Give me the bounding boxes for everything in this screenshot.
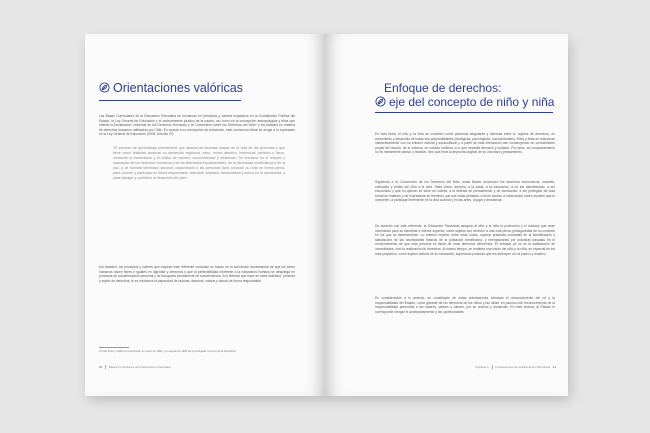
right-paragraph-4: En consideración a lo anterior, se constituyen de estas orientaciones valóricas el reconocimiento del rol y la responsabilidad del Estado, como garante de los derechos de los niños y las niñas, en parcuco del reconocimiento de la responsabilidad primordial a las madres, padres o tutores, por su crianza y desarrollo. En esta lectura, al Estado le corresponde otorgar el acompañamiento y las oportunidades (375, 296, 555, 314)
left-heading-text: Orientaciones valóricas (113, 81, 243, 95)
right-page (325, 34, 568, 396)
right-paragraph-1: En esta línea, el niño y la niña se conciben como personas singulares y diversas entre sí, sujetos de derechos, en crecimiento y desarrollo de todas sus potencialidades (biológicas, psicológicas, socioculturales). Ellos y ellas se relacionan interactivamente con su entorno natural y sociocultural y a partir de esta interacción van construyendo un conocimiento propio del mundo, de sí mismos, en cambio continuo a lo que necesita atención y cuidado. Por tanto, su comportamiento no es meramente pasivo o reactivo, sino que lleva la impronta original de su voluntad y pensamiento. (375, 132, 555, 155)
folio-separator (105, 365, 106, 369)
right-folio-title: Fundamentos de la Educación Parvularia (495, 365, 551, 369)
folio-separator (492, 365, 493, 369)
right-folio-chapter: Capítulo 1 (475, 365, 489, 369)
left-heading-rule (99, 100, 241, 101)
left-page-number: 20 (99, 365, 103, 369)
right-heading-line-2 (375, 95, 554, 110)
left-heading (99, 81, 243, 96)
right-paragraph-3: De acuerdo con este referente, la Educación Parvularia asegura al niño y la niña la protección y el cuidado que sean necesarios para su bienestar e interés superior, como sujetos con derecho a una vida plena, protagonistas de su contexto en los que se desenvuelven. Lo anterior implica, entre otras cosas, superar prácticas centradas en la identificación y satisfacción de las necesidades básicas de la población beneficiaria, y reemplazarlas por prácticas basadas en el reconocimiento de que toda persona es titular de unos derechos inherentes. El enfoque ya no es la satisfacción de necesidades, sino la realización de derechos. Al mismo tiempo, se reafirma una visión del niño y la niña, en especial de los más pequeños, como sujetos activos de su educación, superando posturas que les atribuyen un rol pasivo y reactivo. (375, 224, 555, 256)
right-heading-text: eje del concepto de niño y niña (389, 95, 555, 109)
left-paragraph-1: Las Bases Curriculares de la Educación Parvularia se enmarcan en principios y valores inspirados en la Constitución Política del Estado, la Ley General de Educación y el ordenamiento jurídico de la nación, así como en la concepción antropológica y ética que orienta la Declaración Universal de los Derechos Humanos y la Convención sobre los Derechos del Niño⁹ y los tratados en materia de derechos humanos ratificados por Chile. En cuanto a su concepción de educación, este currículum oficial se acoge a lo expresado en la Ley General de Educación (2009, Artículo 2º): (99, 114, 295, 137)
left-paragraph-2: Así también, los principios y valores que inspiran este referente curricular se basan en la convicción fundamental de que los seres humanos nacen libres e iguales en dignidad y derechos y que la perfectibilidad inherente a la naturaleza humana se despliega en procesos de autoafirmación personal y de búsqueda permanente de trascendencia. A la libertad que hace de cada individuo, persona y sujeto de derechos, le es intrínseca la capacidad de razonar, discernir, valorar y actuar de forma responsable. (99, 265, 295, 283)
right-folio (475, 365, 556, 369)
right-page-number: 21 (552, 365, 556, 369)
left-quote: "El proceso de aprendizaje permanente que abarca las distintas etapas de la vida de las personas y que tiene como finalidad alcanzar su desarrollo espiritual, ético, moral, afectivo, intelectual, artístico y físico, mediante la transmisión y el cultivo de valores, conocimientos y destrezas. Se enmarca en el respeto y valoración de los derechos humanos y de las libertades fundamentales, de la diversidad multicultural y de la paz, y de nuestra identidad nacional, capacitando a las personas para conducir su vida en forma plena, para convivir y participar en forma responsable, tolerante, solidaria, democrática y activa en la comunidad, y para trabajar y contribuir al desarrollo del país". (113, 146, 285, 180)
leaf-icon (375, 96, 386, 107)
left-page (85, 34, 325, 396)
footnote-rule (99, 347, 129, 348)
right-heading-line-1: Enfoque de derechos: (384, 81, 502, 95)
left-folio-title: Bases Curriculares de la Educación Parvularia (108, 365, 171, 369)
left-folio (99, 365, 171, 369)
right-heading-rule (375, 112, 553, 113)
right-paragraph-2: Siguiendo a la Convención de los Derechos del Niño, estas Bases reconocen los derechos económicos, sociales, culturales y civiles del niño y la niña. Tales como: derecho a la salud, a la educación, a no ser discriminado, a ser escuchado y que su opinión se tome en cuenta, a la libertad de pensamiento y de asociación, a ser protegido de toda forma de maltrato y de expresarse en términos que sus vidas privadas, a tener acceso a información sobre asuntos que le competen, a participar libremente en la vida cultural y en las artes, a jugar y descansar. (375, 180, 555, 203)
footnote: 9 Chile firmó y ratificó la Convención en enero de 1990, y en agosto de 1990 fue promulgada como ley de la República. (99, 350, 237, 353)
leaf-icon (99, 82, 110, 93)
